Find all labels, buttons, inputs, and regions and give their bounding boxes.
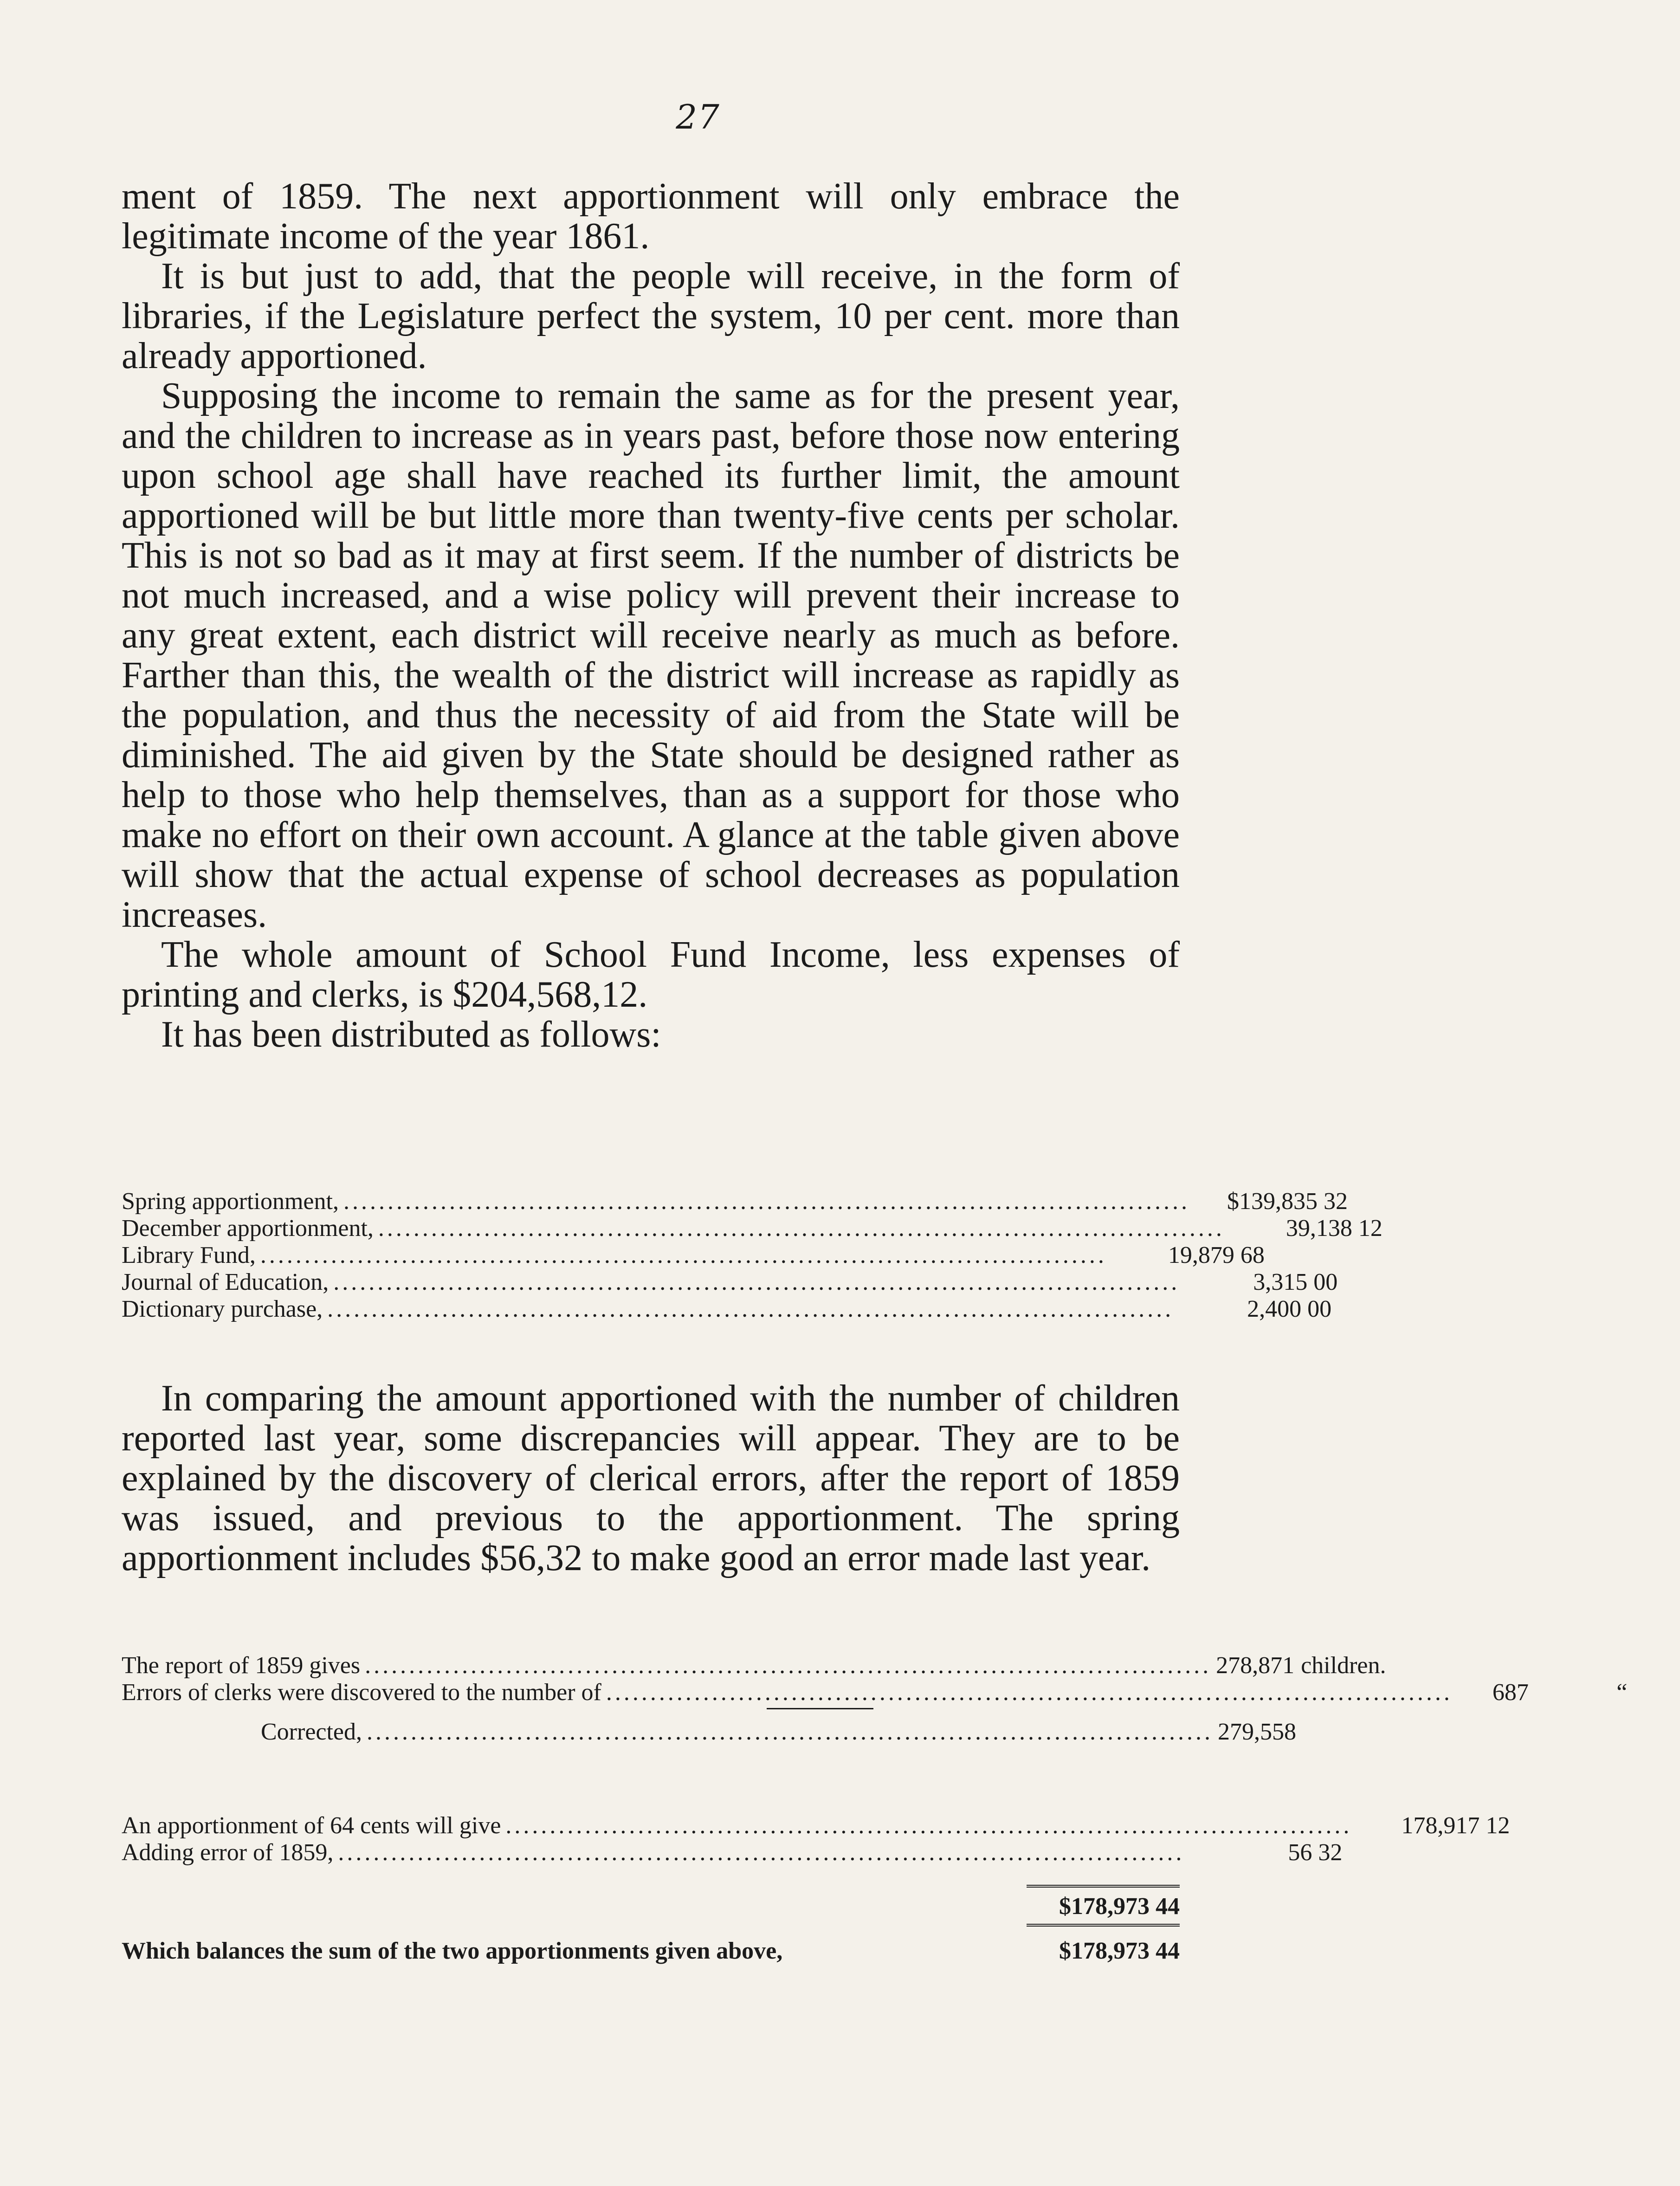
- paragraph-4: The whole amount of School Fund Income, less expenses of printing and clerks, is $204,568,12.: [122, 934, 1180, 1015]
- report-value: 278,871: [1216, 1652, 1295, 1679]
- paragraph-3: Supposing the income to remain the same as for the present year, and the children to increase as in years past, before those now entering upon school age shall have reached its further limit, the amount apportioned will be but little more than twenty-five cents per scholar. This is not so bad as it may at first seem. If the number of districts be not much increased, and a wise policy will prevent their increase to any great extent, each district will receive nearly as much as before. Farther than this, the wealth of the district will increase as rapidly as the population, and thus the necessity of aid from the State will be diminished. The aid given by the State should be designed rather as help to those who help themselves, than as a support for those who make no effort on their own account. A glance at the table given above will show that the actual expense of school decreases as population increases.: [122, 375, 1180, 935]
- distribution-amount: 39,138 12: [1286, 1215, 1383, 1242]
- corrected-label: Corrected,: [261, 1719, 362, 1745]
- corrected-value: 279,558: [1218, 1719, 1297, 1745]
- distribution-amount: 3,315 00: [1253, 1269, 1338, 1295]
- children-table: [122, 1652, 1628, 1746]
- page-number: 27: [676, 97, 720, 136]
- report-row: [122, 1652, 1386, 1679]
- leader-dots: ................................................................................................: [365, 1652, 1212, 1679]
- errors-label: Errors of clerks were discovered to the number of: [122, 1679, 601, 1706]
- distribution-label: Spring apportionment,: [122, 1188, 339, 1215]
- balance-row: [122, 1938, 1180, 1965]
- distribution-row: [122, 1242, 1265, 1269]
- total-underline: [1027, 1924, 1180, 1927]
- balance-label: Which balances the sum of the two apportionments given above,: [122, 1938, 783, 1964]
- corrected-row: [122, 1719, 1297, 1746]
- comparing-text: [122, 1378, 1180, 1578]
- distribution-amount: 19,879 68: [1168, 1242, 1265, 1268]
- leader-dots: ................................................................................................: [338, 1839, 1185, 1866]
- sum-rule: [767, 1708, 873, 1709]
- distribution-row: [122, 1188, 1348, 1215]
- total-row: [122, 1893, 1180, 1920]
- distribution-table: [122, 1188, 1383, 1323]
- leader-dots: ................................................................................................: [606, 1679, 1453, 1706]
- report-unit: children.: [1301, 1652, 1386, 1679]
- distribution-row: [122, 1296, 1332, 1323]
- intro-text: [122, 176, 1180, 1054]
- paragraph-2: It is but just to add, that the people will receive, in the form of libraries, if the Legislature perfect the system, 10 per cent. more than already apportioned.: [122, 256, 1180, 376]
- distribution-label: Journal of Education,: [122, 1269, 329, 1295]
- apportionment-label: An apportionment of 64 cents will give: [122, 1812, 501, 1839]
- paragraph-5: It has been distributed as follows:: [161, 1014, 661, 1055]
- distribution-label: December apportionment,: [122, 1215, 374, 1242]
- distribution-row: [122, 1269, 1338, 1296]
- errors-value: 687: [1492, 1679, 1529, 1706]
- total-amount: $178,973 44: [1059, 1893, 1180, 1920]
- error-row: [122, 1839, 1343, 1866]
- errors-unit: “: [1616, 1679, 1628, 1706]
- distribution-label: Dictionary purchase,: [122, 1296, 323, 1322]
- distribution-amount: 2,400 00: [1247, 1296, 1332, 1322]
- error-amount: 56 32: [1288, 1839, 1343, 1866]
- leader-dots: ................................................................................................: [327, 1296, 1174, 1322]
- paragraph-1: ment of 1859. The next apportionment will only embrace the legitimate income of the year 1861.: [122, 176, 1180, 257]
- leader-dots: ................................................................................................: [378, 1215, 1225, 1242]
- comparing-paragraph: In comparing the amount apportioned with the number of children reported last year, some discrepancies will appear. They are to be explained by the discovery of clerical errors, after the report of 1859 was issued, and previous to the apportionment. The spring apportionment includes $56,32 to make good an error made last year.: [122, 1378, 1180, 1578]
- apportionment-table: [122, 1812, 1510, 1965]
- error-label: Adding error of 1859,: [122, 1839, 334, 1866]
- distribution-amount: $139,835 32: [1227, 1188, 1348, 1215]
- leader-dots: ................................................................................................: [367, 1719, 1214, 1745]
- distribution-label: Library Fund,: [122, 1242, 256, 1268]
- leader-dots: ................................................................................................: [343, 1188, 1190, 1215]
- distribution-row: [122, 1215, 1383, 1242]
- balance-amount: $178,973 44: [1059, 1938, 1180, 1964]
- report-label: The report of 1859 gives: [122, 1652, 361, 1679]
- leader-dots: ................................................................................................: [505, 1812, 1352, 1839]
- apportionment-amount: 178,917 12: [1401, 1812, 1510, 1839]
- total-rule: [1027, 1885, 1180, 1888]
- apportionment-row: [122, 1812, 1510, 1839]
- leader-dots: ................................................................................................: [333, 1269, 1180, 1295]
- leader-dots: ................................................................................................: [260, 1242, 1107, 1268]
- errors-row: [122, 1679, 1628, 1706]
